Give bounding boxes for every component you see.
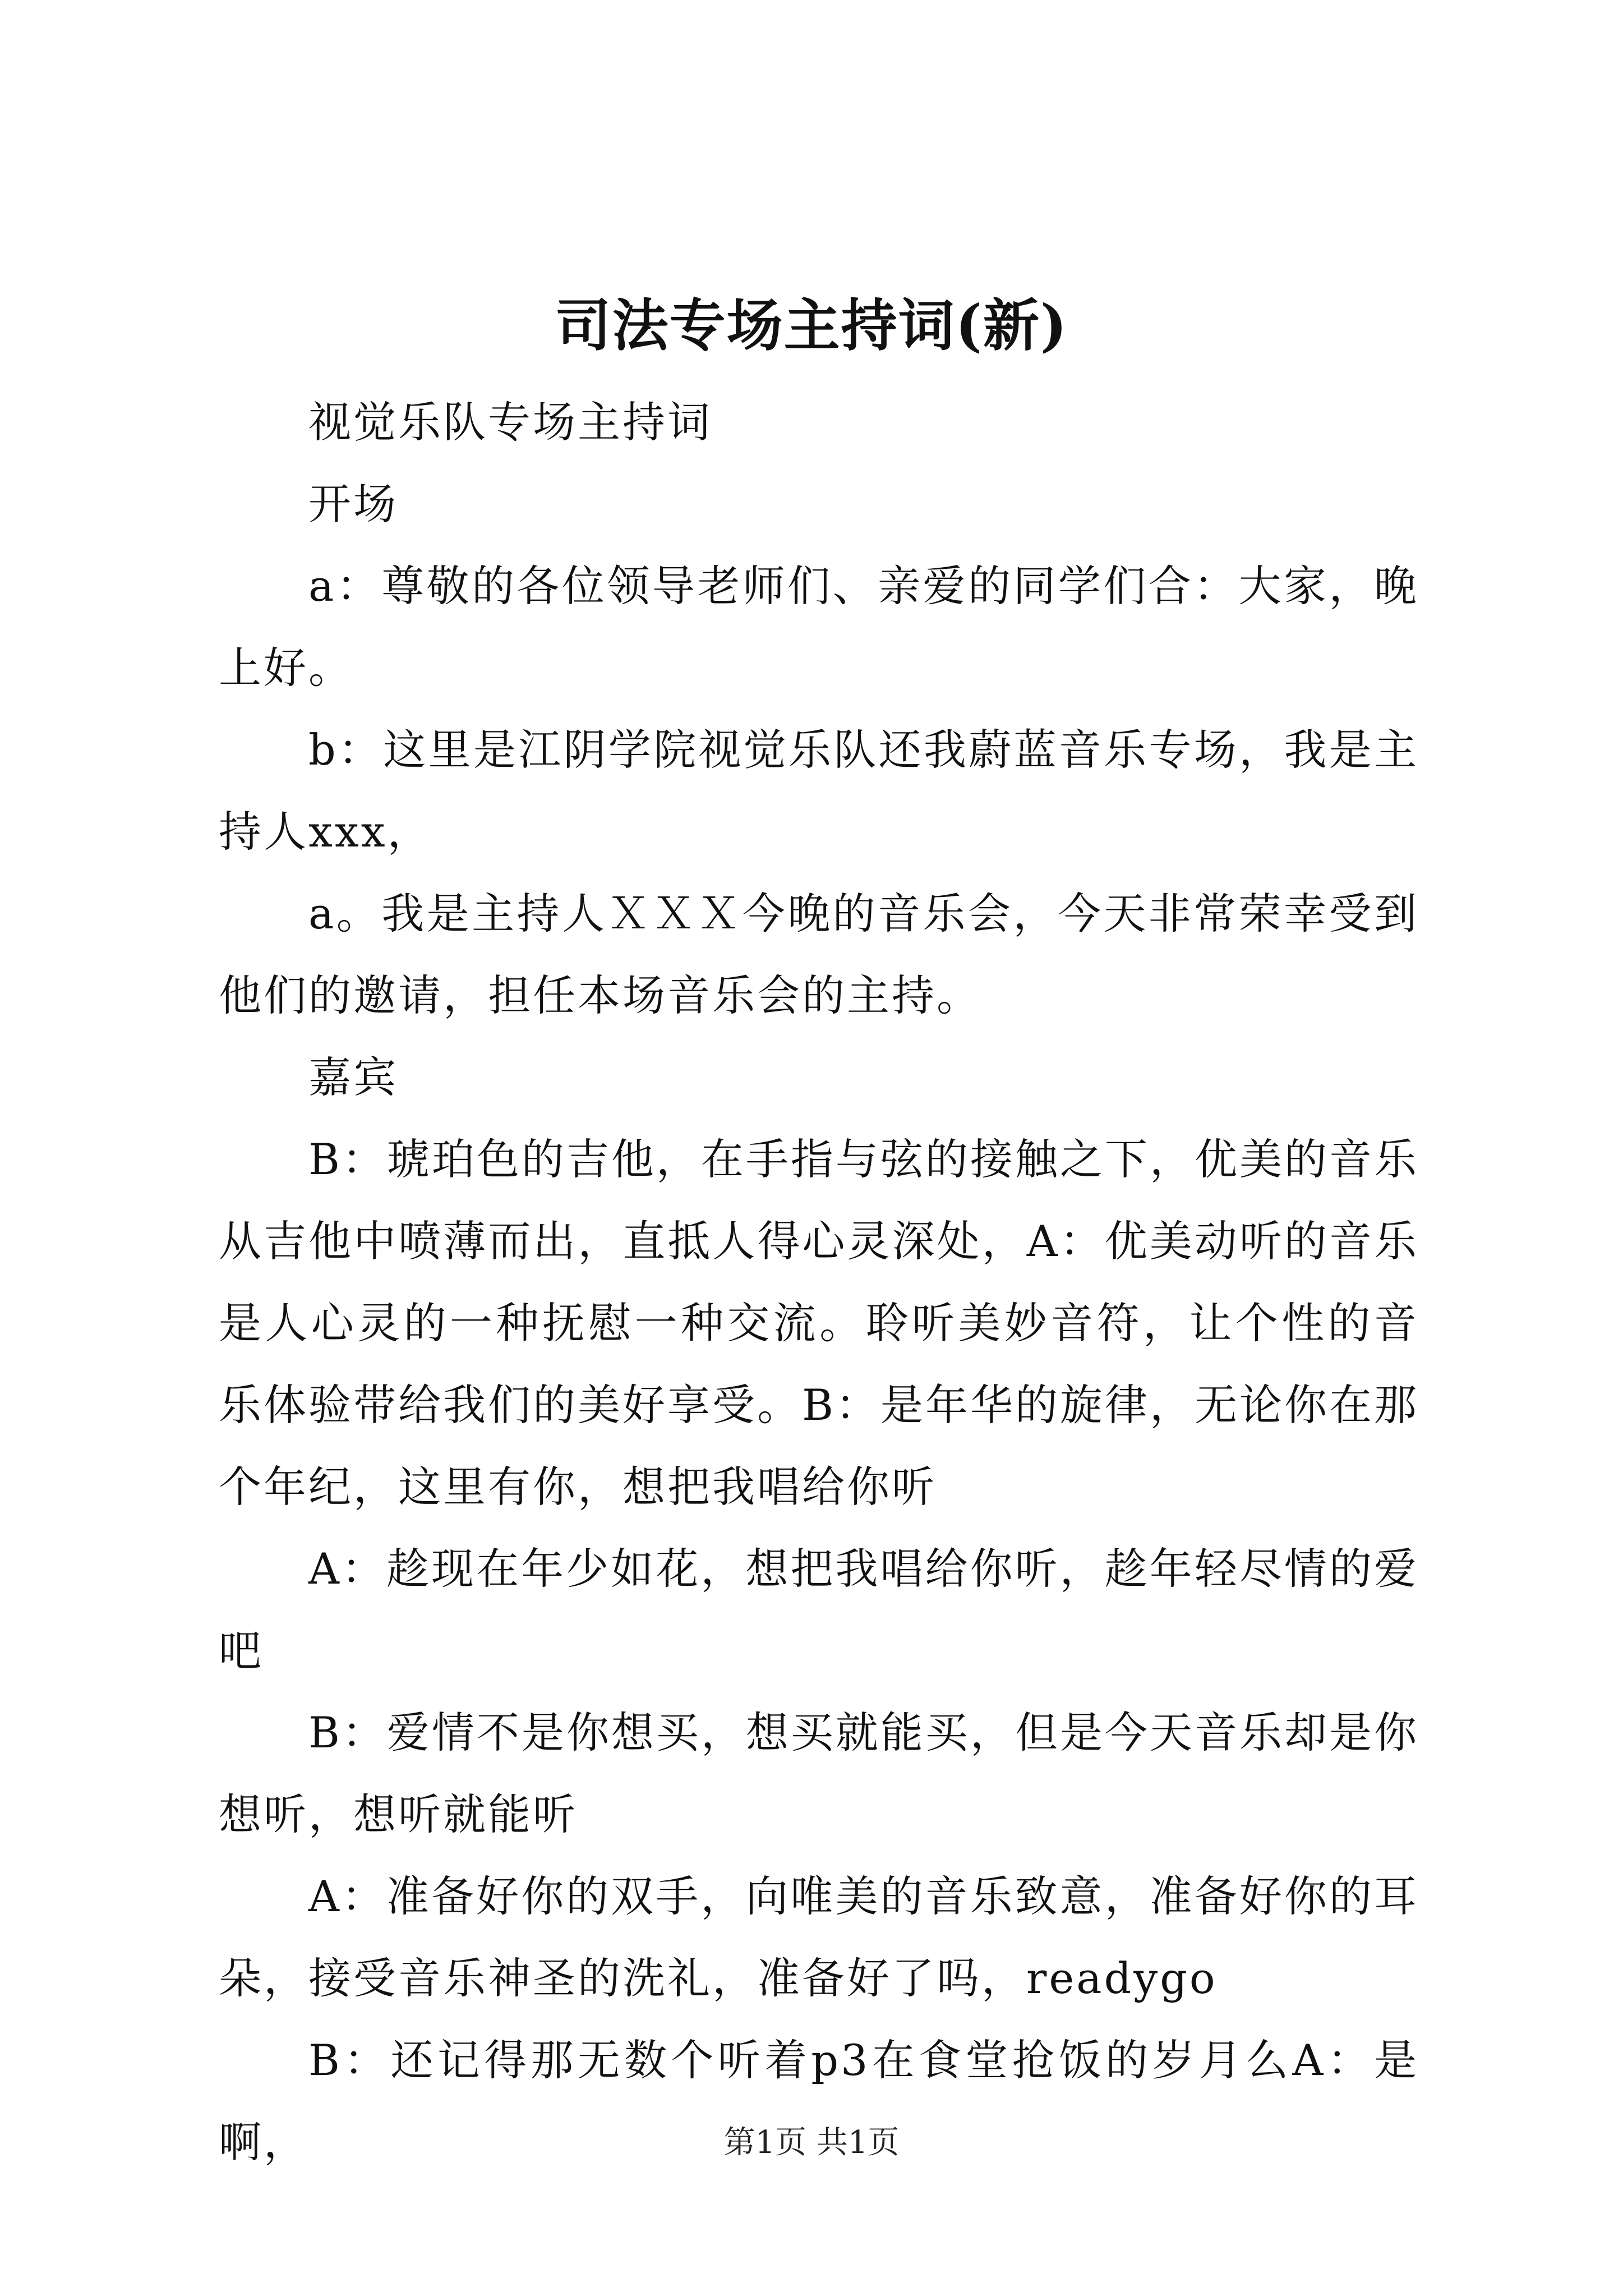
paragraph: b：这里是江阴学院视觉乐队还我蔚蓝音乐专场，我是主持人xxx， [219, 725, 1419, 857]
paragraph: a。我是主持人ＸＸＸ今晚的音乐会，今天非常荣幸受到他们的邀请，担任本场音乐会的主持。 [219, 889, 1419, 1020]
paragraph-guest-heading: 嘉宾 [308, 1052, 398, 1102]
paragraph-subtitle: 视觉乐队专场主持词 [308, 397, 712, 447]
page-footer: 第1页 共1页 [723, 2124, 900, 2161]
paragraph-opening-heading: 开场 [308, 479, 398, 529]
paragraph: A：趁现在年少如花，想把我唱给你听，趁年轻尽情的爱吧 [219, 1544, 1419, 1676]
paragraph: a：尊敬的各位领导老师们、亲爱的同学们合：大家，晚上好。 [219, 561, 1419, 693]
document-body [219, 381, 1419, 2183]
paragraph: B：还记得那无数个听着p3在食堂抢饭的岁月么A：是啊， [219, 2035, 1419, 2167]
document-title: 司法专场主持词(新) [555, 292, 1068, 358]
paragraph: B：琥珀色的吉他，在手指与弦的接触之下，优美的音乐从吉他中喷薄而出，直抵人得心灵深处，A：优美动听的音乐是人心灵的一种抚慰一种交流。聆听美妙音符，让个性的音乐体验带给我们的美好享受。B：是年华的旋律，无论你在那个年纪，这里有你，想把我唱给你听 [219, 1134, 1419, 1512]
paragraph: B：爱情不是你想买，想买就能买，但是今天音乐却是你想听，想听就能听 [219, 1708, 1419, 1839]
paragraph: A：准备好你的双手，向唯美的音乐致意，准备好你的耳朵，接受音乐神圣的洗礼，准备好了吗，readygo [219, 1871, 1419, 2003]
